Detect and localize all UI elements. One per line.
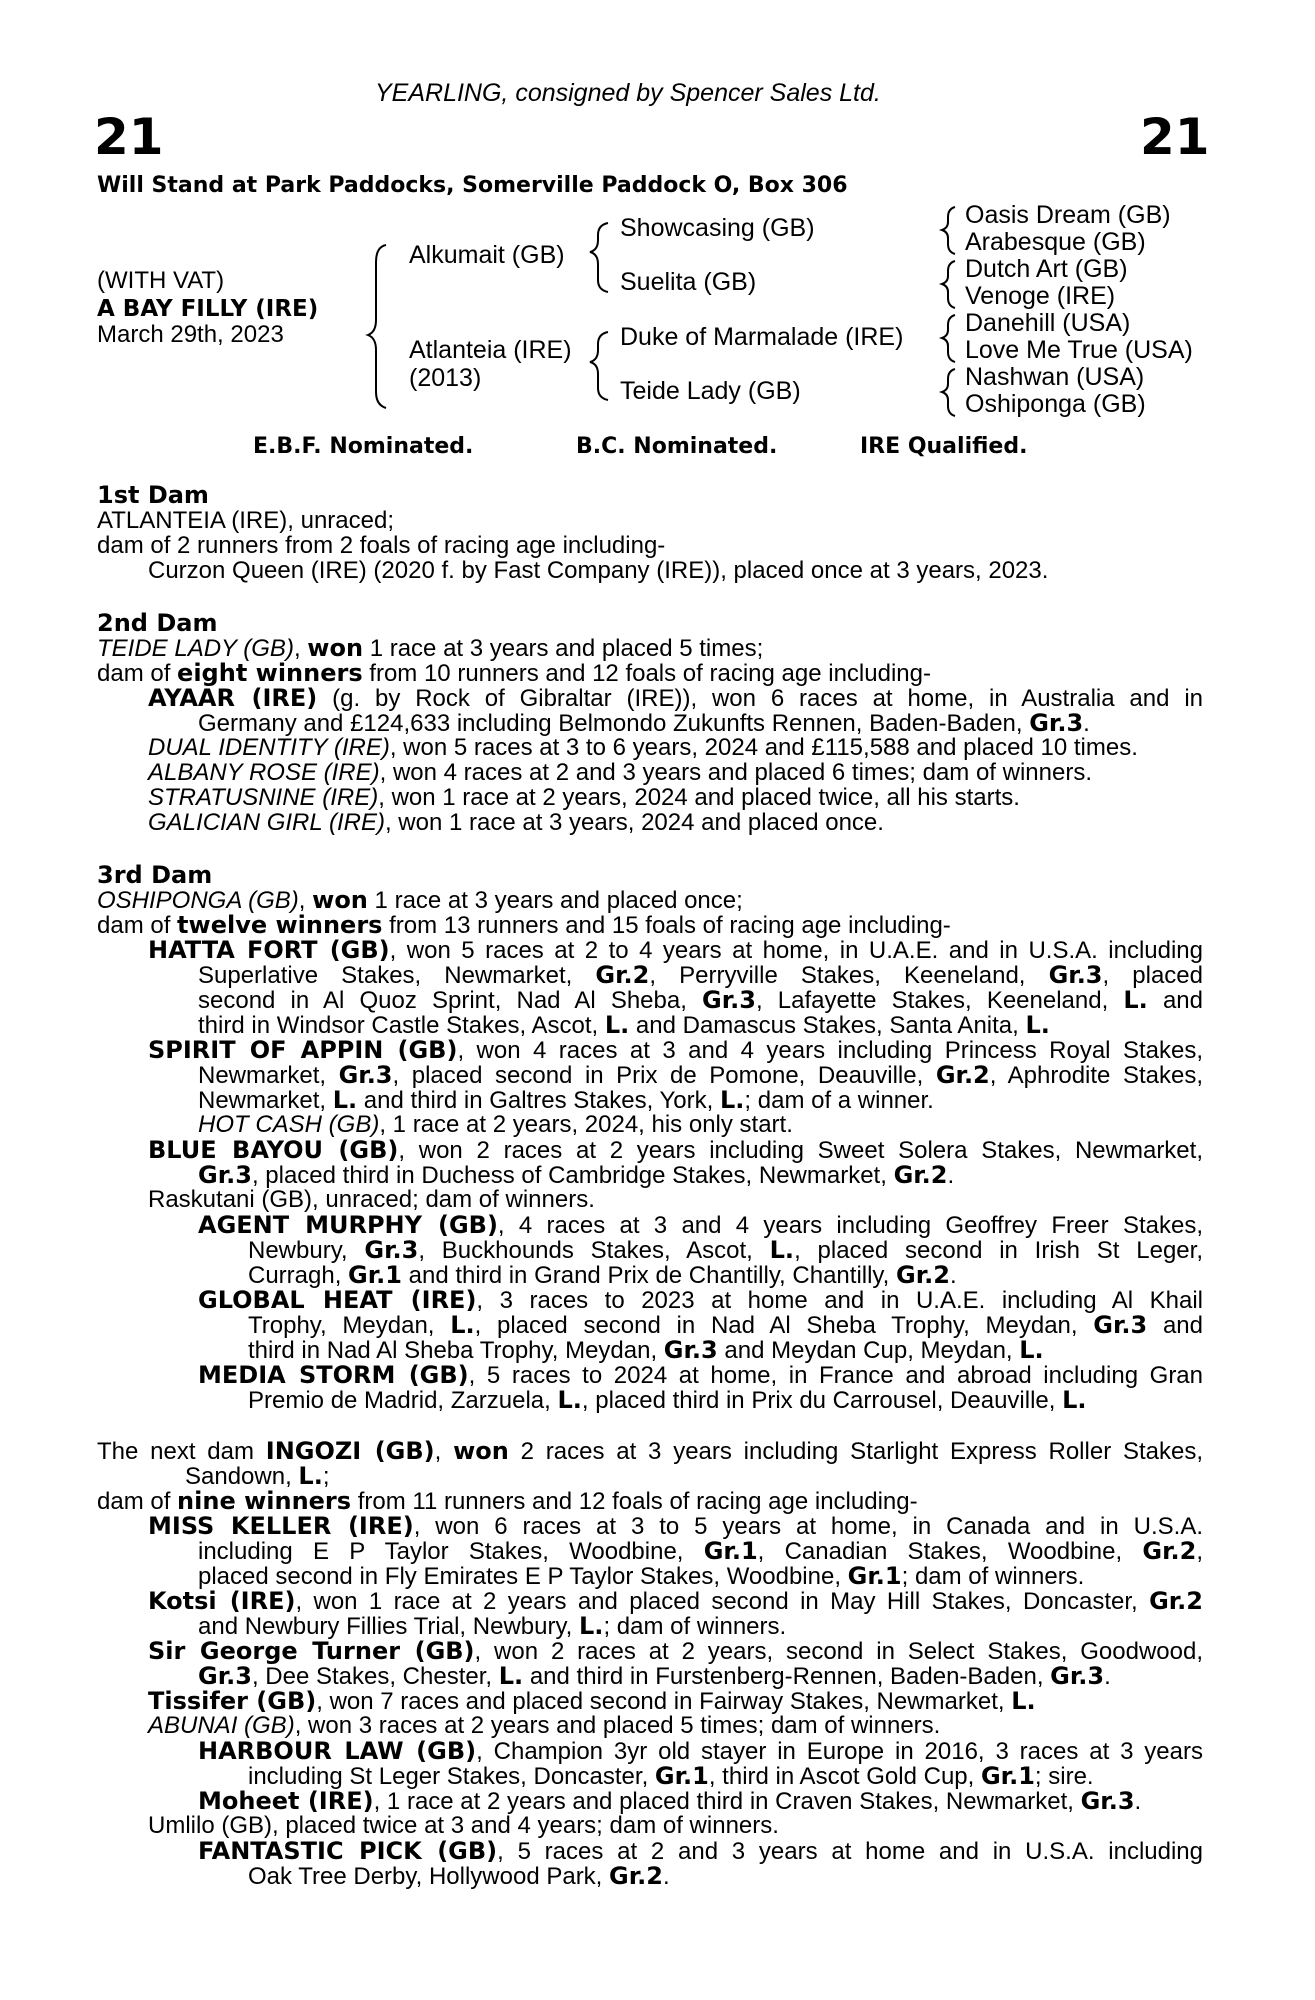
ped-dss: Danehill (USA) [965, 309, 1131, 337]
progeny-agent-murphy-cont: Newbury, Gr.3, Buckhounds Stakes, Ascot, L., placed second in Irish St Leger, [248, 1236, 1203, 1264]
ped-ssd: Arabesque (GB) [965, 228, 1146, 256]
dam2-line: TEIDE LADY (GB), won 1 race at 3 years and placed 5 times; [97, 634, 764, 662]
ped-sdd: Venoge (IRE) [965, 282, 1116, 310]
progeny-dual-identity: DUAL IDENTITY (IRE), won 5 races at 3 to 6 years, 2024 and £115,588 and placed 10 times. [148, 734, 1138, 761]
progeny-sir-george-turner: Sir George Turner (GB), won 2 races at 2 years, second in Select Stakes, Goodwood, [148, 1637, 1203, 1665]
progeny-media-storm-cont: Premio de Madrid, Zarzuela, L., placed third in Prix du Carrousel, Deauville, L. [248, 1386, 1087, 1414]
foaling-date: March 29th, 2023 [97, 321, 284, 348]
location: Will Stand at Park Paddocks, Somerville Paddock O, Box 306 [97, 173, 848, 198]
progeny-umlilo: Umlilo (GB), placed twice at 3 and 4 years; dam of winners. [148, 1812, 779, 1839]
progeny-harbour-law: HARBOUR LAW (GB), Champion 3yr old stayer in Europe in 2016, 3 races at 3 years [198, 1737, 1203, 1765]
progeny-spirit-of-appin-cont: Newmarket, L. and third in Galtres Stakes, York, L.; dam of a winner. [198, 1086, 934, 1114]
progeny-galician-girl: GALICIAN GIRL (IRE), won 1 race at 3 years, 2024 and placed once. [148, 809, 884, 836]
subtitle: YEARLING, consigned by Spencer Sales Ltd. [375, 79, 881, 107]
progeny-ayaar: AYAAR (IRE) (g. by Rock of Gibraltar (IRE)), won 6 races at home, in Australia and in [148, 684, 1204, 712]
progeny-miss-keller: MISS KELLER (IRE), won 6 races at 3 to 5 years at home, in Canada and in U.S.A. [148, 1512, 1203, 1540]
progeny-sir-george-turner-cont: Gr.3, Dee Stakes, Chester, L. and third in Furstenberg-Rennen, Baden-Baden, Gr.3. [198, 1662, 1111, 1690]
progeny-miss-keller-cont: placed second in Fly Emirates E P Taylor Stakes, Woodbine, Gr.1; dam of winners. [198, 1562, 1085, 1590]
progeny-hatta-fort-cont: third in Windsor Castle Stakes, Ascot, L. and Damascus Stakes, Santa Anita, L. [198, 1011, 1050, 1039]
dam1-line: dam of 2 runners from 2 foals of racing age including- [97, 532, 666, 559]
dam1-progeny: Curzon Queen (IRE) (2020 f. by Fast Company (IRE)), placed once at 3 years, 2023. [148, 557, 1049, 584]
sire: Alkumait (GB) [409, 241, 565, 269]
progeny-stratusnine: STRATUSNINE (IRE), won 1 race at 2 years, 2024 and placed twice, all his starts. [148, 784, 1020, 811]
lot-number-left: 21 [94, 108, 164, 166]
dam2-heading: 2nd Dam [97, 609, 218, 637]
ped-sss: Oasis Dream (GB) [965, 201, 1171, 229]
lot-number-right: 21 [1140, 108, 1210, 166]
progeny-global-heat: GLOBAL HEAT (IRE), 3 races to 2023 at home and in U.A.E. including Al Khail [198, 1286, 1203, 1314]
progeny-agent-murphy: AGENT MURPHY (GB), 4 races at 3 and 4 years including Geoffrey Freer Stakes, [198, 1211, 1203, 1239]
ire-qualified: IRE Qualified. [860, 434, 1028, 459]
progeny-abunai: ABUNAI (GB), won 3 races at 2 years and placed 5 times; dam of winners. [148, 1712, 941, 1739]
progeny-moheet: Moheet (IRE), 1 race at 2 years and placed third in Craven Stakes, Newmarket, Gr.3. [198, 1787, 1142, 1815]
progeny-kotsi: Kotsi (IRE), won 1 race at 2 years and placed second in May Hill Stakes, Doncaster, Gr.2 [148, 1587, 1203, 1615]
progeny-kotsi-cont: and Newbury Fillies Trial, Newbury, L.; dam of winners. [198, 1612, 787, 1640]
progeny-albany-rose: ALBANY ROSE (IRE), won 4 races at 2 and 3 years and placed 6 times; dam of winners. [148, 759, 1093, 786]
dam-sire: Duke of Marmalade (IRE) [620, 323, 904, 351]
progeny-global-heat-cont: Trophy, Meydan, L., placed second in Nad Al Sheba Trophy, Meydan, Gr.3 and [248, 1311, 1203, 1339]
progeny-spirit-of-appin-cont: Newmarket, Gr.3, placed second in Prix de Pomone, Deauville, Gr.2, Aphrodite Stakes, [198, 1061, 1203, 1089]
dam-year: (2013) [409, 364, 482, 392]
horse-name: A BAY FILLY (IRE) [97, 296, 319, 322]
progeny-tissifer: Tissifer (GB), won 7 races and placed second in Fairway Stakes, Newmarket, L. [148, 1687, 1036, 1715]
progeny-raskutani: Raskutani (GB), unraced; dam of winners. [148, 1186, 595, 1213]
progeny-hatta-fort-cont: Superlative Stakes, Newmarket, Gr.2, Perryville Stakes, Keeneland, Gr.3, placed [198, 961, 1203, 989]
dam2-line: dam of eight winners from 10 runners and 12 foals of racing age including- [97, 659, 931, 687]
progeny-blue-bayou-cont: Gr.3, placed third in Duchess of Cambridge Stakes, Newmarket, Gr.2. [198, 1161, 955, 1189]
vat-note: (WITH VAT) [97, 267, 225, 294]
dam3-line: dam of twelve winners from 13 runners and 15 foals of racing age including- [97, 911, 951, 939]
progeny-agent-murphy-cont: Curragh, Gr.1 and third in Grand Prix de Chantilly, Chantilly, Gr.2. [248, 1261, 957, 1289]
ped-dds: Nashwan (USA) [965, 363, 1145, 391]
ped-dsd: Love Me True (USA) [965, 336, 1193, 364]
progeny-hot-cash: HOT CASH (GB), 1 race at 2 years, 2024, his only start. [198, 1111, 793, 1138]
progeny-blue-bayou: BLUE BAYOU (GB), won 2 races at 2 years including Sweet Solera Stakes, Newmarket, [148, 1136, 1203, 1164]
ped-sds: Dutch Art (GB) [965, 255, 1128, 283]
progeny-spirit-of-appin: SPIRIT OF APPIN (GB), won 4 races at 3 and 4 years including Princess Royal Stakes, [148, 1036, 1203, 1064]
progeny-hatta-fort-cont: second in Al Quoz Sprint, Nad Al Sheba, Gr.3, Lafayette Stakes, Keeneland, L. and [198, 986, 1203, 1014]
dam1-line: ATLANTEIA (IRE), unraced; [97, 507, 394, 534]
ebf-nominated: E.B.F. Nominated. [253, 434, 474, 459]
progeny-fantastic-pick: FANTASTIC PICK (GB), 5 races at 2 and 3 years at home and in U.S.A. including [198, 1837, 1204, 1865]
nextdam-line: Sandown, L.; [185, 1462, 330, 1490]
sire-sire: Showcasing (GB) [620, 214, 815, 242]
progeny-hatta-fort: HATTA FORT (GB), won 5 races at 2 to 4 years at home, in U.A.E. and in U.S.A. including [148, 936, 1204, 964]
progeny-fantastic-pick-cont: Oak Tree Derby, Hollywood Park, Gr.2. [248, 1862, 670, 1890]
dam3-line: OSHIPONGA (GB), won 1 race at 3 years and placed once; [97, 886, 743, 914]
dam3-heading: 3rd Dam [97, 861, 213, 889]
dam-dam: Teide Lady (GB) [620, 377, 801, 405]
progeny-miss-keller-cont: including E P Taylor Stakes, Woodbine, Gr.1, Canadian Stakes, Woodbine, Gr.2, [198, 1537, 1203, 1565]
bc-nominated: B.C. Nominated. [576, 434, 778, 459]
progeny-ayaar-cont: Germany and £124,633 including Belmondo Zukunfts Rennen, Baden-Baden, Gr.3. [198, 709, 1090, 737]
dam: Atlanteia (IRE) [409, 336, 572, 364]
dam1-heading: 1st Dam [97, 481, 209, 509]
nextdam-line: dam of nine winners from 11 runners and 12 foals of racing age including- [97, 1487, 918, 1515]
nextdam-line: The next dam INGOZI (GB), won 2 races at 3 years including Starlight Express Roller Stakes, [97, 1437, 1204, 1465]
progeny-media-storm: MEDIA STORM (GB), 5 races to 2024 at home, in France and abroad including Gran [198, 1361, 1204, 1389]
dam-name: TEIDE LADY (GB) [97, 635, 294, 662]
sire-dam: Suelita (GB) [620, 268, 757, 296]
ped-ddd: Oshiponga (GB) [965, 390, 1146, 418]
progeny-global-heat-cont: third in Nad Al Sheba Trophy, Meydan, Gr.3 and Meydan Cup, Meydan, L. [248, 1336, 1044, 1364]
progeny-harbour-law-cont: including St Leger Stakes, Doncaster, Gr.1, third in Ascot Gold Cup, Gr.1; sire. [248, 1762, 1094, 1790]
